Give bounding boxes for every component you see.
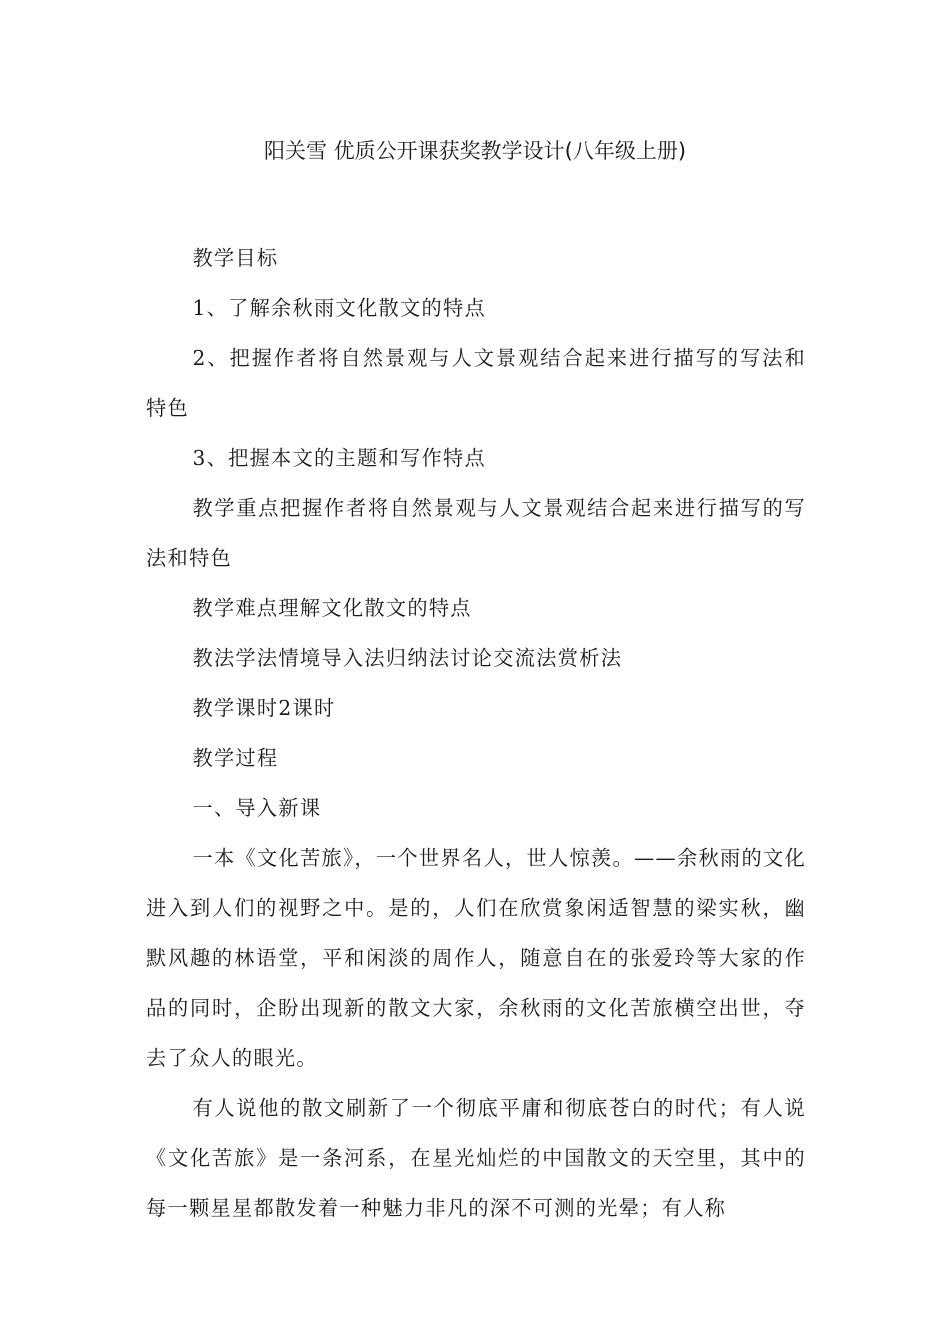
paragraph-difficulties: 教学难点理解文化散文的特点 (192, 596, 472, 620)
paragraph-heading-objectives: 教学目标 (192, 246, 279, 270)
paragraph-methods: 教法学法情境导入法归纳法讨论交流法赏析法 (192, 646, 623, 670)
paragraph-heading-intro: 一、导入新课 (192, 796, 322, 820)
paragraph-objective-3: 3、把握本文的主题和写作特点 (192, 446, 486, 470)
document-body (146, 233, 806, 1233)
paragraph-objective-1: 1、了解余秋雨文化散文的特点 (192, 296, 486, 320)
paragraph-key-points: 教学重点把握作者将自然景观与人文景观结合起来进行描写的写法和特色 (146, 496, 806, 570)
paragraph-intro-text-1: 一本《文化苦旅》，一个世界名人，世人惊羡。——余秋雨的文化进入到人们的视野之中。是的，人们在欣赏象闲适智慧的梁实秋，幽默风趣的林语堂，平和闲淡的周作人，随意自在的张爱玲等大家的作品的同时，企盼出现新的散文大家，余秋雨的文化苦旅横空出世，夺去了众人的眼光。 (146, 846, 806, 1070)
document-title: 阳关雪 优质公开课获奖教学设计(八年级上册) (263, 139, 687, 163)
paragraph-heading-process: 教学过程 (192, 746, 279, 770)
paragraph-objective-2: 2、把握作者将自然景观与人文景观结合起来进行描写的写法和特色 (146, 346, 806, 420)
paragraph-intro-text-2: 有人说他的散文刷新了一个彻底平庸和彻底苍白的时代；有人说《文化苦旅》是一条河系，在星光灿烂的中国散文的天空里，其中的每一颗星星都散发着一种魅力非凡的深不可测的光晕；有人称 (146, 1096, 806, 1220)
paragraph-class-hours: 教学课时2课时 (192, 696, 336, 720)
